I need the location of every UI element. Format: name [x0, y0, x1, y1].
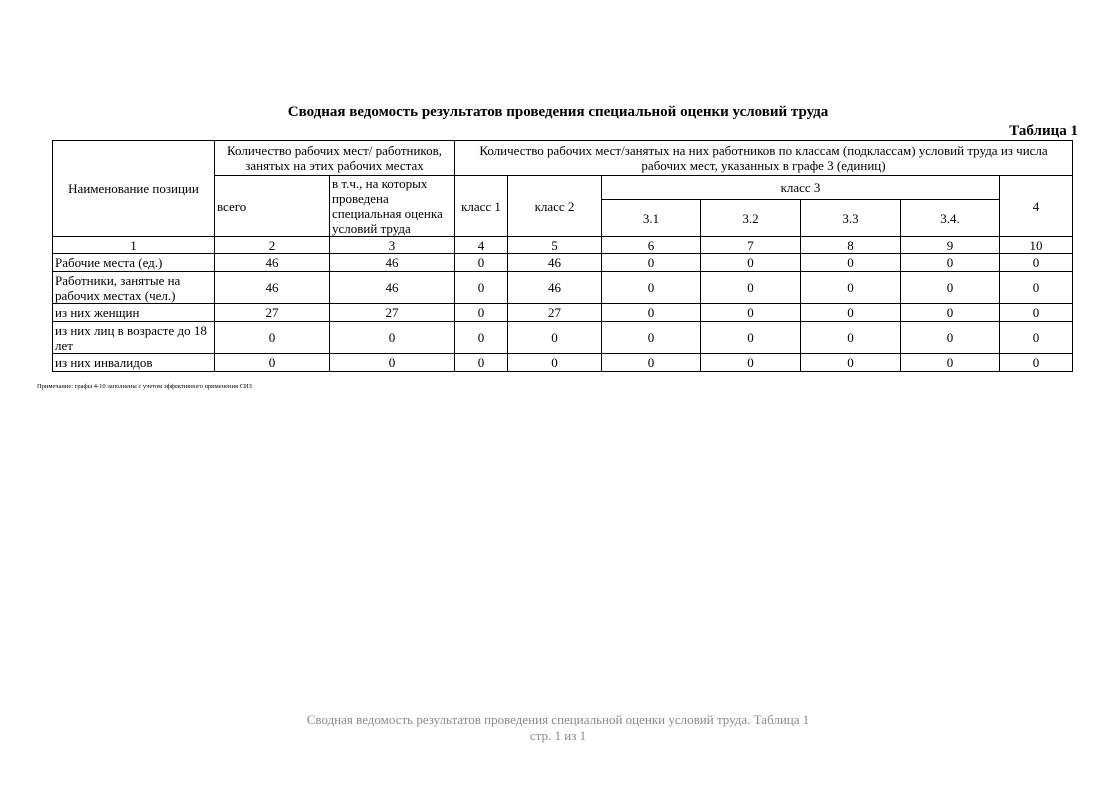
header-classes-group: Количество рабочих мест/занятых на них работников по классам (подклассам) условий труда из числа рабочих мест, указанных в графе 3 (единиц) — [455, 141, 1073, 176]
table-row — [53, 272, 1073, 304]
table-cell: 0 — [455, 354, 508, 372]
table-cell: 0 — [901, 254, 1000, 272]
table-cell: 0 — [901, 272, 1000, 304]
header-class-3: класс 3 — [602, 176, 1000, 200]
table-cell: 0 — [801, 354, 901, 372]
column-number: 8 — [801, 237, 901, 254]
table-cell: 0 — [901, 354, 1000, 372]
header-workplaces-group: Количество рабочих мест/ работников, занятых на этих рабочих местах — [215, 141, 455, 176]
table-cell: 46 — [508, 272, 602, 304]
header-subclass-3-4: 3.4. — [901, 200, 1000, 237]
table-cell: 27 — [215, 304, 330, 322]
table-cell: 0 — [508, 354, 602, 372]
table-cell: 0 — [701, 322, 801, 354]
table-cell: 0 — [901, 322, 1000, 354]
table-cell: 46 — [508, 254, 602, 272]
table-cell: 0 — [215, 354, 330, 372]
table-cell: 0 — [1000, 254, 1073, 272]
table-cell: 27 — [508, 304, 602, 322]
table-row — [53, 322, 1073, 354]
table-cell: 0 — [455, 272, 508, 304]
row-label: из них лиц в возрасте до 18 лет — [53, 322, 215, 354]
table-cell: 0 — [801, 322, 901, 354]
table-cell: 46 — [215, 254, 330, 272]
column-number: 7 — [701, 237, 801, 254]
table-cell: 0 — [602, 272, 701, 304]
row-label: Работники, занятые на рабочих местах (чел.) — [53, 272, 215, 304]
column-number: 4 — [455, 237, 508, 254]
table-cell: 0 — [901, 304, 1000, 322]
column-number: 1 — [53, 237, 215, 254]
table-cell: 0 — [801, 272, 901, 304]
table-label: Таблица 1 — [1009, 123, 1078, 139]
row-label: из них инвалидов — [53, 354, 215, 372]
column-number: 3 — [330, 237, 455, 254]
table-cell: 0 — [1000, 322, 1073, 354]
table-cell: 0 — [1000, 272, 1073, 304]
table-cell: 0 — [455, 322, 508, 354]
header-total: всего — [215, 176, 330, 237]
table-cell: 0 — [701, 272, 801, 304]
table-cell: 0 — [602, 354, 701, 372]
table-cell: 0 — [455, 304, 508, 322]
page-counter: стр. 1 из 1 — [529, 728, 587, 743]
table-cell: 0 — [508, 322, 602, 354]
column-numbers-row — [53, 237, 1073, 254]
table-cell: 0 — [215, 322, 330, 354]
table-row — [53, 354, 1073, 372]
header-subclass-3-2: 3.2 — [701, 200, 801, 237]
table-cell: 0 — [701, 354, 801, 372]
summary-table — [52, 140, 1073, 372]
header-class-4: 4 — [1000, 176, 1073, 237]
table-cell: 0 — [701, 254, 801, 272]
header-assessed: в т.ч., на которых проведена специальная оценка условий труда — [330, 176, 455, 237]
header-row-1 — [53, 141, 1073, 176]
table-cell: 0 — [701, 304, 801, 322]
column-number: 10 — [1000, 237, 1073, 254]
header-class-2: класс 2 — [508, 176, 602, 237]
table-row — [53, 304, 1073, 322]
table-cell: 0 — [602, 304, 701, 322]
header-subclass-3-3: 3.3 — [801, 200, 901, 237]
table-row — [53, 254, 1073, 272]
table-cell: 0 — [801, 304, 901, 322]
table-cell: 0 — [455, 254, 508, 272]
table-cell: 0 — [330, 322, 455, 354]
table-cell: 46 — [330, 272, 455, 304]
table-cell: 0 — [1000, 304, 1073, 322]
column-number: 5 — [508, 237, 602, 254]
document-title: Сводная ведомость результатов проведения специальной оценки условий труда — [287, 104, 829, 120]
header-class-1: класс 1 — [455, 176, 508, 237]
header-subclass-3-1: 3.1 — [602, 200, 701, 237]
table-cell: 0 — [801, 254, 901, 272]
table-cell: 0 — [330, 354, 455, 372]
column-number: 2 — [215, 237, 330, 254]
table-cell: 0 — [602, 322, 701, 354]
table-note: Примечание: графы 4-10 заполнены с учетом эффективного применения СИЗ — [37, 383, 252, 390]
table-cell: 0 — [602, 254, 701, 272]
column-number: 9 — [901, 237, 1000, 254]
row-label: из них женщин — [53, 304, 215, 322]
footer-caption: Сводная ведомость результатов проведения специальной оценки условий труда. Таблица 1 — [306, 712, 810, 727]
column-number: 6 — [602, 237, 701, 254]
row-label: Рабочие места (ед.) — [53, 254, 215, 272]
table-cell: 0 — [1000, 354, 1073, 372]
table-cell: 27 — [330, 304, 455, 322]
header-position-name: Наименование позиции — [53, 141, 215, 237]
page-footer — [0, 712, 1116, 744]
table-cell: 46 — [215, 272, 330, 304]
table-cell: 46 — [330, 254, 455, 272]
